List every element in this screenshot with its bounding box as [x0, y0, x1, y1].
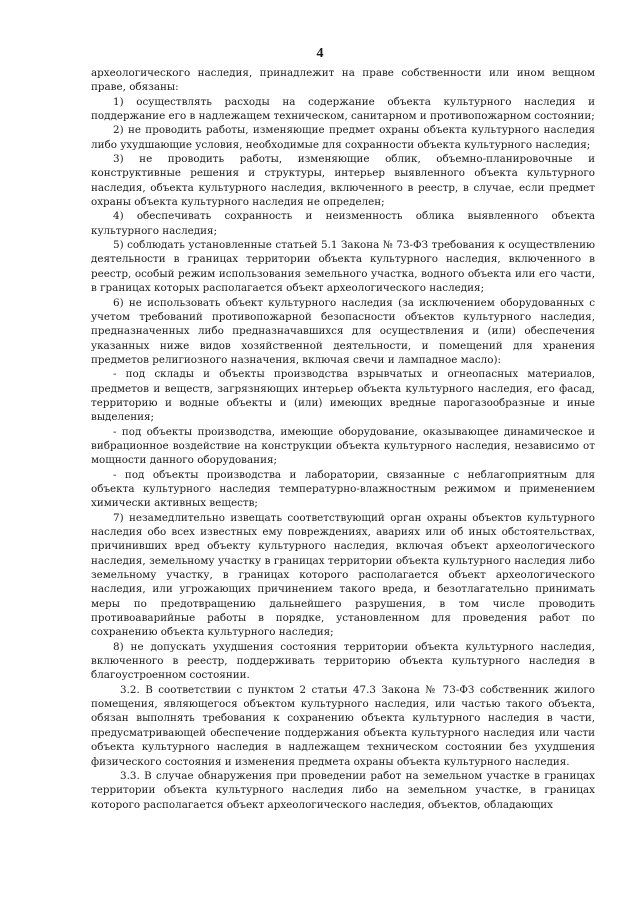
paragraph: 2) не проводить работы, изменяющие предмет охраны объекта культурного наследия либо ухудшающие условия, необходимые для сохранности объекта культурного наследия; [91, 124, 595, 151]
paragraph: 4) обеспечивать сохранность и неизменность облика выявленного объекта культурного наследия; [91, 210, 595, 237]
page-number: 4 [316, 46, 324, 61]
paragraph: 3.3. В случае обнаружения при проведении работ на земельном участке в границах территории объекта культурного наследия либо на земельном участке, в границах которого располагается объект археологического наследия, объектов, обладающих [91, 769, 595, 811]
paragraph: 3) не проводить работы, изменяющие облик, объемно-планировочные и конструктивные решения и структуры, интерьер выявленного объекта культурного наследия, объекта культурного наследия, включенного в реестр, в случае, если предмет охраны объекта культурного наследия не определен; [91, 153, 595, 209]
paragraph: 6) не использовать объект культурного наследия (за исключением оборудованных с учетом требований противопожарной безопасности объектов культурного наследия, предназначенных либо предназначавшихся для осуществления и (или) обеспечения указанных ниже видов хозяйственной деятельности, и помещений для хранения предметов религиозного назначения, включая свечи и лампадное масло): [91, 296, 595, 366]
document-body [91, 66, 595, 812]
paragraph: 5) соблюдать установленные статьей 5.1 Закона № 73-ФЗ требования к осуществлению деятельности в границах территории объекта культурного наследия, включенного в реестр, особый режим использования земельного участка, водного объекта или его части, в границах которых располагается объект археологического наследия; [91, 239, 595, 295]
paragraph: 1) осуществлять расходы на содержание объекта культурного наследия и поддержание его в надлежащем техническом, санитарном и противопожарном состоянии; [91, 95, 595, 123]
paragraph: 7) незамедлительно извещать соответствующий орган охраны объектов культурного наследия обо всех известных ему повреждениях, авариях или об иных обстоятельствах, причинивших вред объекту культурного наследия, включая объект археологического наследия, земельному участку в границах территории объекта культурного наследия либо земельному участку, в границах которого располагается объект археологического наследия, или угрожающих причинением такого вреда, и безотлагательно принимать меры по предотвращению дальнейшего разрушения, в том числе проводить противоаварийные работы в порядке, установленном для проведения работ по сохранению объекта культурного наследия; [91, 511, 595, 639]
paragraph: - под объекты производства, имеющие оборудование, оказывающее динамическое и вибрационное воздействие на конструкции объекта культурного наследия, независимо от мощности данного оборудования; [91, 425, 595, 467]
paragraph: археологического наследия, принадлежит на праве собственности или ином вещном праве, обязаны: [91, 67, 595, 94]
paragraph: - под склады и объекты производства взрывчатых и огнеопасных материалов, предметов и веществ, загрязняющих интерьер объекта культурного наследия, его фасад, территорию и водные объекты и (или) имеющих вредные парогазообразные и иные выделения; [91, 368, 595, 424]
paragraph: - под объекты производства и лаборатории, связанные с неблагоприятным для объекта культурного наследия температурно-влажностным режимом и применением химически активных веществ; [91, 468, 595, 510]
paragraph: 8) не допускать ухудшения состояния территории объекта культурного наследия, включенного в реестр, поддерживать территорию объекта культурного наследия в благоустроенном состоянии. [91, 640, 595, 682]
paragraph: 3.2. В соответствии с пунктом 2 статьи 47.3 Закона № 73-ФЗ собственник жилого помещения, являющегося объектом культурного наследия, или частью такого объекта, обязан выполнять требования к сохранению объекта культурного наследия в части, предусматривающей обеспечение поддержания объекта культурного наследия или части объекта культурного наследия в надлежащем техническом состоянии без ухудшения физического состояния и изменения предмета охраны объекта культурного наследия. [91, 683, 595, 768]
